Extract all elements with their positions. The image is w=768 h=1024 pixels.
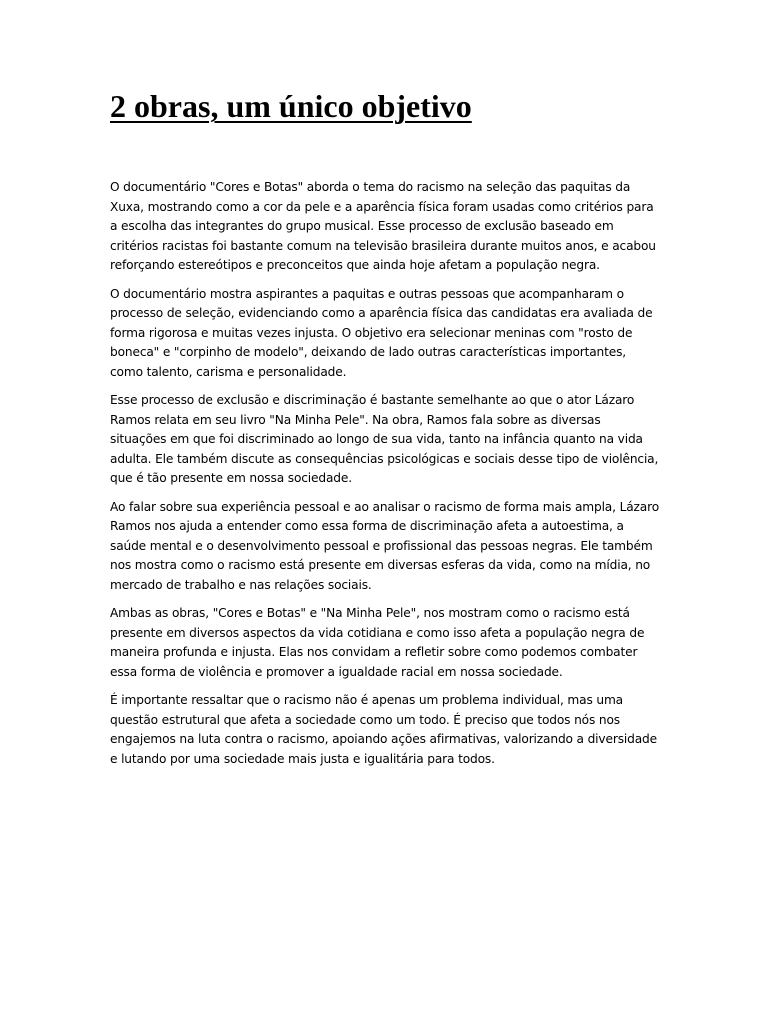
paragraph-1: O documentário "Cores e Botas" aborda o tema do racismo na seleção das paquitas da Xuxa, mostrando como a cor da pele e a aparência física foram usadas como critérios para a escolha das integrantes do grupo musical. Esse processo de exclusão baseado em critérios racistas foi bastante comum na televisão brasileira durante muitos anos, e acabou reforçando estereótipos e preconceitos que ainda hoje afetam a população negra. xyxy=(110,180,656,272)
document-body xyxy=(110,178,660,778)
paragraph-5: Ambas as obras, "Cores e Botas" e "Na Minha Pele", nos mostram como o racismo está presente em diversos aspectos da vida cotidiana e como isso afeta a população negra de maneira profunda e injusta. Elas nos convidam a refletir sobre como podemos combater essa forma de violência e promover a igualdade racial em nossa sociedade. xyxy=(110,606,645,679)
paragraph-6: É importante ressaltar que o racismo não é apenas um problema individual, mas uma questão estrutural que afeta a sociedade como um todo. É preciso que todos nós nos engajemos na luta contra o racismo, apoiando ações afirmativas, valorizando a diversidade e lutando por uma sociedade mais justa e igualitária para todos. xyxy=(110,693,657,766)
paragraph-2: O documentário mostra aspirantes a paquitas e outras pessoas que acompanharam o processo de seleção, evidenciando como a aparência física das candidatas era avaliada de forma rigorosa e muitas vezes injusta. O objetivo era selecionar meninas com "rosto de boneca" e "corpinho de modelo", deixando de lado outras características importantes, como talento, carisma e personalidade. xyxy=(110,286,653,379)
paragraph-3: Esse processo de exclusão e discriminação é bastante semelhante ao que o ator Lázaro Ramos relata em seu livro "Na Minha Pele". Na obra, Ramos fala sobre as diversas situações em que foi discriminado ao longo de sua vida, tanto na infância quanto na vida adulta. Ele também discute as consequências psicológicas e sociais desse tipo de violência, que é tão presente em nossa sociedade. xyxy=(110,393,659,485)
paragraph-4: Ao falar sobre sua experiência pessoal e ao analisar o racismo de forma mais ampla, Lázaro Ramos nos ajuda a entender como essa forma de discriminação afeta a autoestima, a saúde mental e o desenvolvimento pessoal e profissional das pessoas negras. Ele também nos mostra como o racismo está presente em diversas esferas da vida, como na mídia, no mercado de trabalho e nas relações sociais. xyxy=(110,499,659,592)
document-title: 2 obras, um único objetivo xyxy=(110,88,472,124)
